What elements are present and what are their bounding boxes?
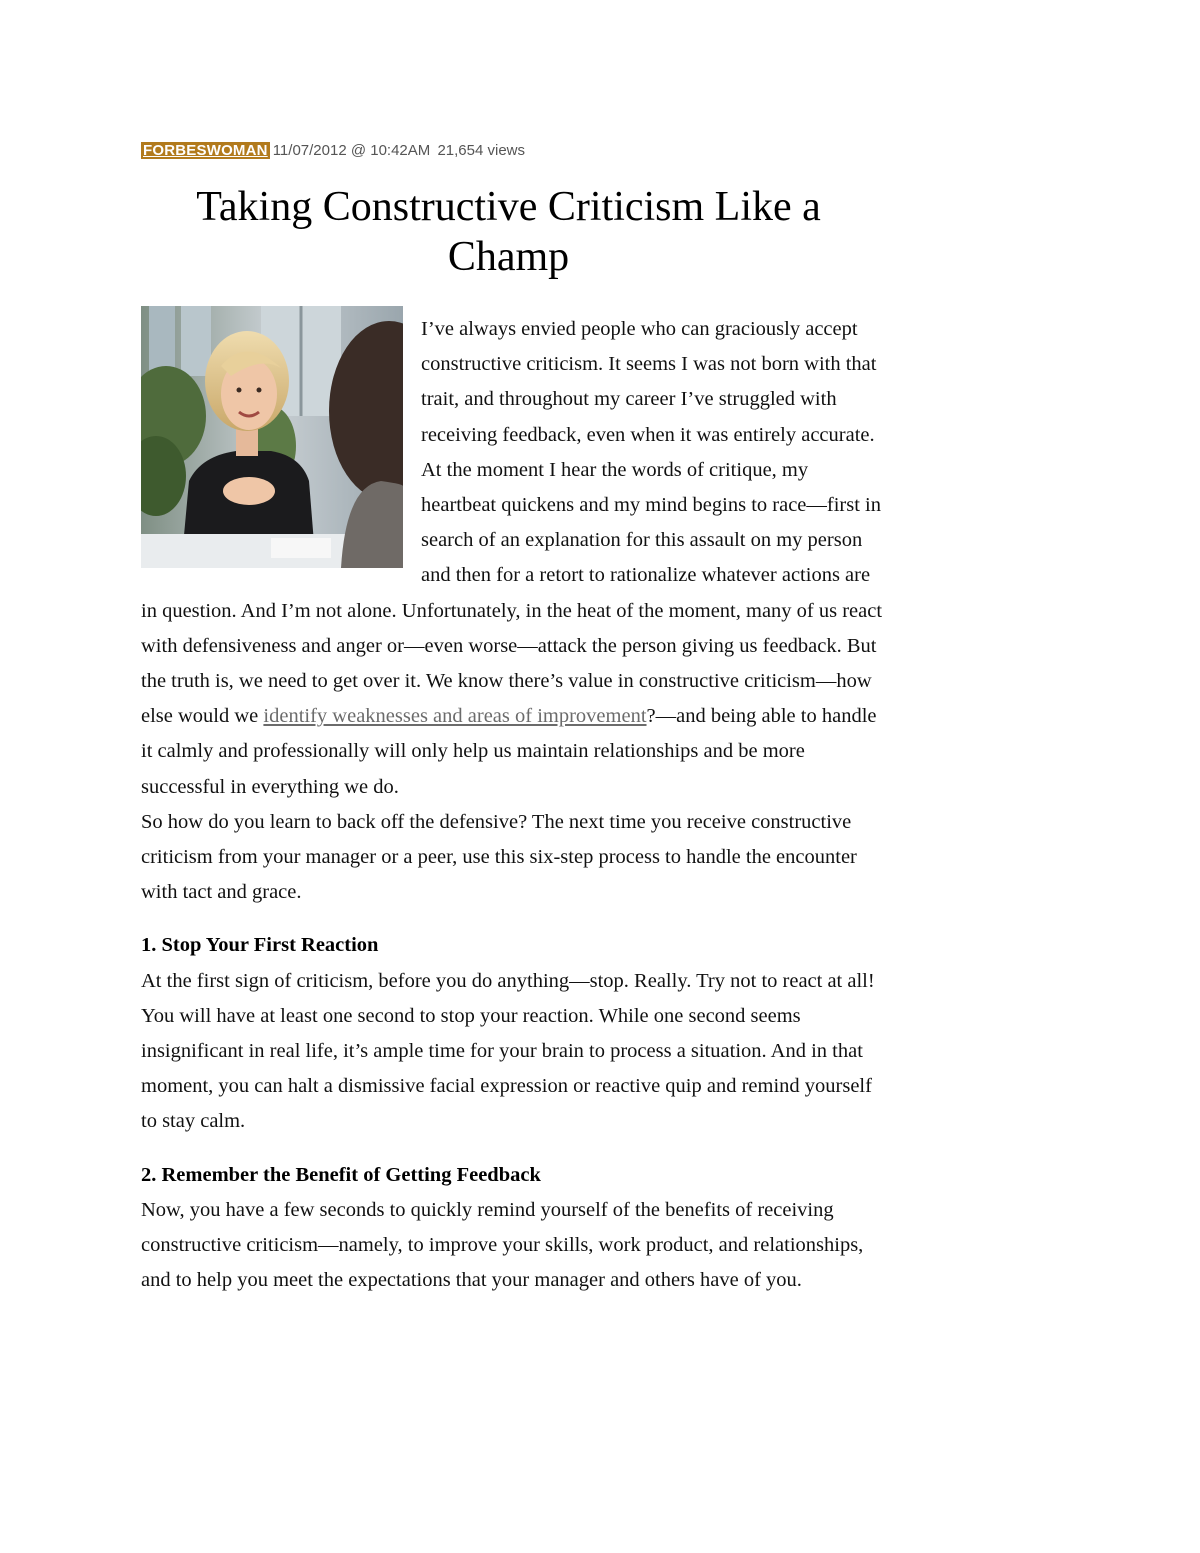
section-heading-2: 2. Remember the Benefit of Getting Feedback [141, 1163, 541, 1186]
article-body [141, 312, 883, 1298]
section-body-2: Now, you have a few seconds to quickly remind yourself of the benefits of receiving constructive criticism—namely, to improve your skills, work product, and relationships, and to help you meet the expectations that your manager and others have of you. [141, 1198, 864, 1292]
article-photo [141, 306, 403, 568]
section-tag-link[interactable]: FORBESWOMAN [143, 142, 268, 159]
intro-text-part1: I’ve always envied people who can graciously accept constructive criticism. It seems I was not born with that trait, and throughout my career I’ve struggled with receiving feedback, even when it was entirely accurate. At the moment I hear the words of critique, my heartbeat quickens and my mind begins to race—first in search of an explanation for this assault on my person and then for a retort to rationalize whatever actions are in question. And I’m not alone. Unfortunately, in the heat of the moment, many of us react with defensiveness and anger or—even worse—attack the person giving us feedback. But the truth is, we need to get over it. We know there’s value in constructive criticism—how else would we [141, 318, 883, 728]
view-count: 21,654 views [437, 142, 525, 159]
article-meta [141, 141, 525, 161]
improvement-link[interactable]: identify weaknesses and areas of improvement [263, 705, 647, 728]
process-paragraph: So how do you learn to back off the defensive? The next time you receive constructive criticism from your manager or a peer, use this six-step process to handle the encounter with tact and grace. [141, 810, 857, 904]
intro-text-part2: ?—and being able to handle it calmly and professionally will only help us maintain relationships and be more successful in everything we do. [141, 705, 877, 798]
section-body-1: At the first sign of criticism, before you do anything—stop. Really. Try not to react at all! You will have at least one second to stop your reaction. While one second seems insignificant in real life, it’s ample time for your brain to process a situation. And in that moment, you can halt a dismissive facial expression or reactive quip and remind yourself to stay calm. [141, 969, 875, 1133]
article-title: Taking Constructive Criticism Like a Champ [196, 184, 821, 280]
section-heading-1: 1. Stop Your First Reaction [141, 934, 379, 957]
publish-date: 11/07/2012 @ 10:42AM [272, 142, 431, 159]
